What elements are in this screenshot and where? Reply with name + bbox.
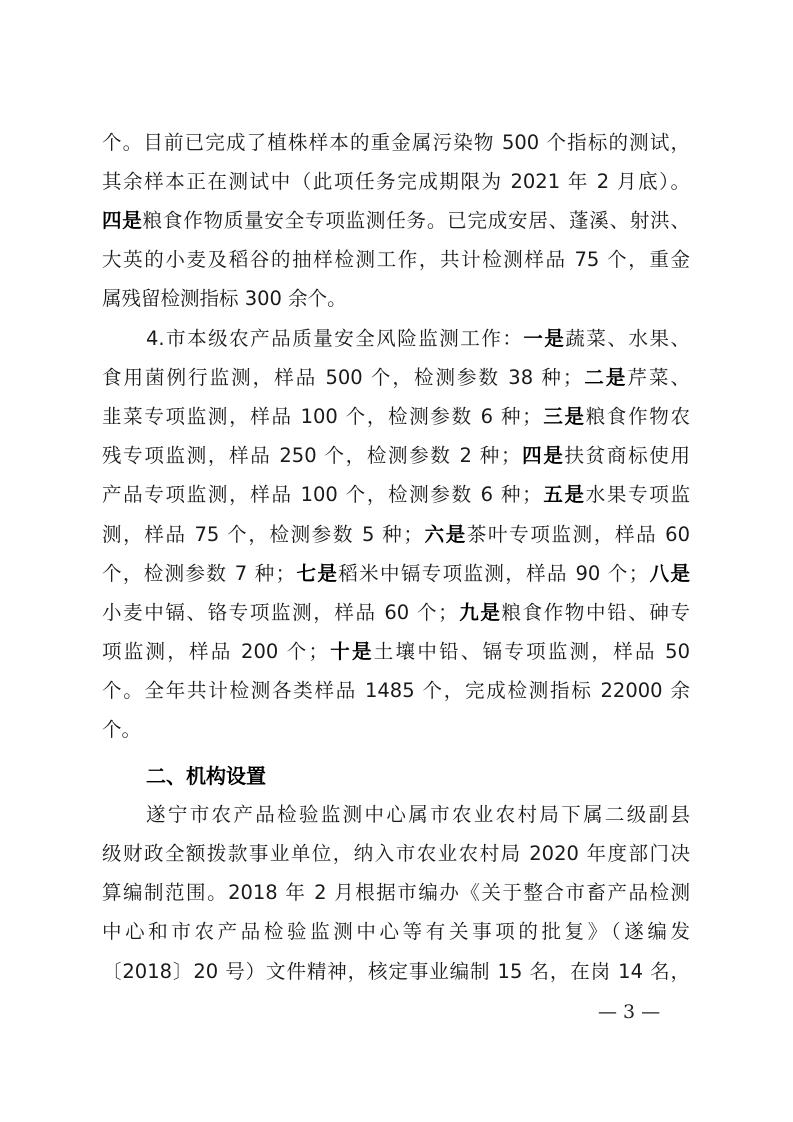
text-run: 粮食作物质量安全专项监测任务。已完成安居、蓬溪、射洪、 [142,209,690,232]
text-line [146,324,690,354]
text-run: 食用菌例行监测，样品 500 个，检测参数 38 种； [102,366,583,389]
text-line [102,206,690,236]
text-run: 属残留检测指标 300 余个。 [102,287,347,310]
text-run: 芹菜、 [627,366,690,389]
text-run: 残专项监测，样品 250 个，检测参数 2 种； [102,444,521,467]
text-line: 算编制范围。2018 年 2 月根据市编办《关于整合市畜产品检测 [102,881,690,904]
text-run: 其余样本正在测试中（此项任务完成期限为 2021 年 2 月底）。 [102,170,690,193]
bold-marker: 八是 [648,562,690,585]
text-line [102,520,690,550]
text-line [102,598,690,628]
text-run: 大英的小麦及稻谷的抽样检测工作，共计检测样品 75 个，重金 [102,248,690,271]
text-line [102,715,690,745]
text-line [102,284,690,314]
bold-marker: 十是 [328,640,374,663]
bold-marker: 九是 [457,601,502,624]
text-line [102,363,690,393]
text-line: 遂宁市农产品检验监测中心属市农业农村局下属二级副县 [146,803,690,826]
text-run: 水果专项监 [585,483,690,506]
bold-marker: 四是 [520,444,565,467]
text-run: 茶叶专项监测，样品 60 [466,523,690,546]
text-run: 稻米中镉专项监测，样品 90 个； [338,562,649,585]
text-line [102,167,690,197]
text-run: 蔬菜、水果、 [565,327,690,350]
text-run: 粮食作物中铅、砷专 [501,601,690,624]
text-run: 小麦中镉、铬专项监测，样品 60 个； [102,601,458,624]
bold-marker: 五是 [541,483,586,506]
page-number: — 3 — [598,1001,661,1023]
bold-marker: 四是 [102,209,143,232]
text-run: 个。 [102,718,142,741]
text-line [102,637,690,667]
text-run: 韭菜专项监测，样品 100 个，检测参数 6 种； [102,405,542,428]
text-line [102,128,690,158]
text-run: 项监测，样品 200 个； [102,640,328,663]
text-run: 扶贫商标使用 [564,444,690,467]
bold-marker: 二是 [582,366,628,389]
bold-marker: 一是 [523,327,566,350]
text-line: 级财政全额拨款事业单位，纳入市农业农村局 2020 年度部门决 [102,842,690,865]
section-heading: 二、机构设置 [146,764,266,788]
text-line [102,441,690,471]
bold-marker: 七是 [295,562,339,585]
text-line: 中心和市农产品检验监测中心等有关事项的批复》（遂编发 [102,920,690,943]
text-line [102,559,690,589]
text-line: 〔2018〕20 号）文件精神，核定事业编制 15 名，在岗 14 名， [102,960,690,983]
text-run: 测，样品 75 个，检测参数 5 种； [102,523,423,546]
text-run: 个，检测参数 7 种； [102,562,296,585]
text-run: 个。全年共计检测各类样品 1485 个，完成检测指标 22000 余 [102,679,690,702]
bold-marker: 六是 [422,523,467,546]
text-line [102,480,690,510]
text-line [102,402,690,432]
text-run: 粮食作物农 [585,405,690,428]
text-run: 个。目前已完成了植株样本的重金属污染物 500 个指标的测试， [102,131,690,154]
bold-marker: 三是 [541,405,586,428]
text-line [102,676,690,706]
text-line [102,245,690,275]
text-run: 4.市本级农产品质量安全风险监测工作： [146,327,524,350]
text-run: 产品专项监测，样品 100 个，检测参数 6 种； [102,483,542,506]
text-run: 土壤中铅、镉专项监测，样品 50 [373,640,690,663]
